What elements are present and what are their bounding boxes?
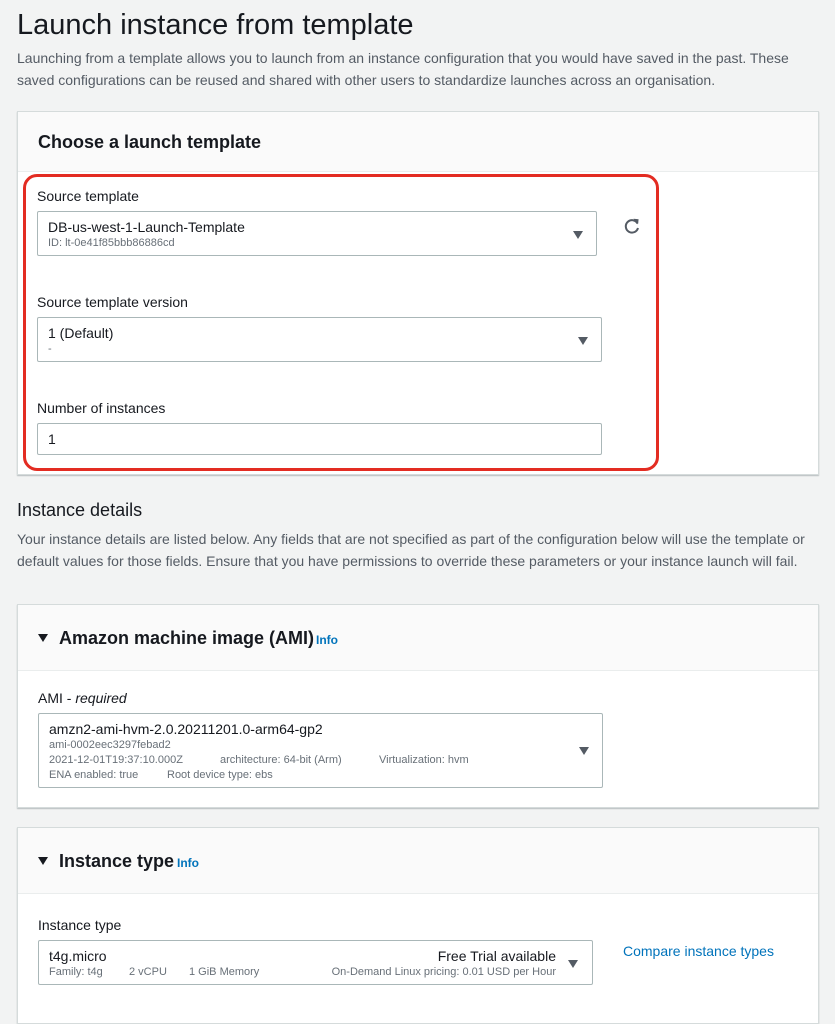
refresh-icon[interactable]	[622, 216, 642, 236]
instance-type-panel-header[interactable]	[18, 828, 818, 894]
ami-info-link[interactable]: Info	[316, 633, 338, 647]
instance-type-select[interactable]	[38, 940, 593, 985]
instance-details-description: Your instance details are listed below. Any fields that are not specified as part of the configuration below will use the template or default values for those fields. Ensure that you have permissions to override these parameters or your instance launch will fail.	[17, 531, 805, 569]
ami-required-text: required	[75, 690, 127, 706]
ami-root-device: Root device type: ebs	[167, 769, 273, 781]
source-template-select[interactable]	[37, 211, 597, 256]
ami-panel	[17, 604, 819, 808]
instances-label: Number of instances	[37, 400, 166, 416]
expand-triangle-icon[interactable]	[38, 857, 48, 865]
instances-input[interactable]	[37, 423, 602, 455]
instance-memory: 1 GiB Memory	[189, 966, 260, 978]
ami-virtualization: Virtualization: hvm	[379, 754, 469, 766]
chevron-down-icon	[579, 747, 589, 755]
instance-details-title: Instance details	[17, 500, 143, 520]
instance-type-title: Instance type	[59, 851, 175, 871]
instance-type-value: t4g.micro	[49, 948, 107, 964]
ami-label-text: AMI -	[38, 690, 76, 706]
ami-date: 2021-12-01T19:37:10.000Z	[49, 754, 183, 766]
expand-triangle-icon[interactable]	[38, 634, 48, 642]
chevron-down-icon	[568, 960, 578, 968]
instance-family: Family: t4g	[49, 966, 103, 978]
ami-panel-header[interactable]	[18, 605, 818, 671]
instance-type-panel	[17, 827, 819, 1024]
free-trial-text: Free Trial available	[437, 948, 556, 964]
instance-type-label: Instance type	[38, 917, 122, 933]
ami-ena: ENA enabled: true	[49, 769, 139, 781]
template-version-value: 1 (Default)	[48, 325, 114, 341]
choose-template-title: Choose a launch template	[38, 132, 262, 152]
chevron-down-icon	[578, 337, 588, 345]
template-version-select[interactable]	[37, 317, 602, 362]
ami-label	[38, 690, 127, 706]
instance-type-info-link[interactable]: Info	[177, 856, 199, 870]
source-template-id: ID: lt-0e41f85bbb86886cd	[48, 237, 175, 249]
source-template-value: DB-us-west-1-Launch-Template	[48, 219, 245, 235]
instance-pricing: On-Demand Linux pricing: 0.01 USD per Hour	[331, 966, 556, 978]
ami-architecture: architecture: 64-bit (Arm)	[220, 754, 342, 766]
instance-vcpu: 2 vCPU	[129, 966, 167, 978]
template-version-sub: -	[48, 343, 52, 355]
ami-id: ami-0002eec3297febad2	[49, 739, 171, 751]
ami-select[interactable]	[38, 713, 603, 788]
chevron-down-icon	[573, 231, 583, 239]
template-version-label: Source template version	[37, 294, 188, 310]
ami-title: Amazon machine image (AMI)	[59, 628, 315, 648]
page-description: Launching from a template allows you to launch from an instance configuration that you would have saved in the past. These saved configurations can be reused and shared with other users to standardize launches across an organisation.	[17, 50, 789, 88]
compare-instance-types-link[interactable]: Compare instance types	[623, 943, 774, 959]
choose-template-header	[18, 112, 818, 172]
page-title: Launch instance from template	[17, 9, 414, 41]
ami-value: amzn2-ami-hvm-2.0.20211201.0-arm64-gp2	[49, 721, 323, 737]
source-template-label: Source template	[37, 188, 139, 204]
